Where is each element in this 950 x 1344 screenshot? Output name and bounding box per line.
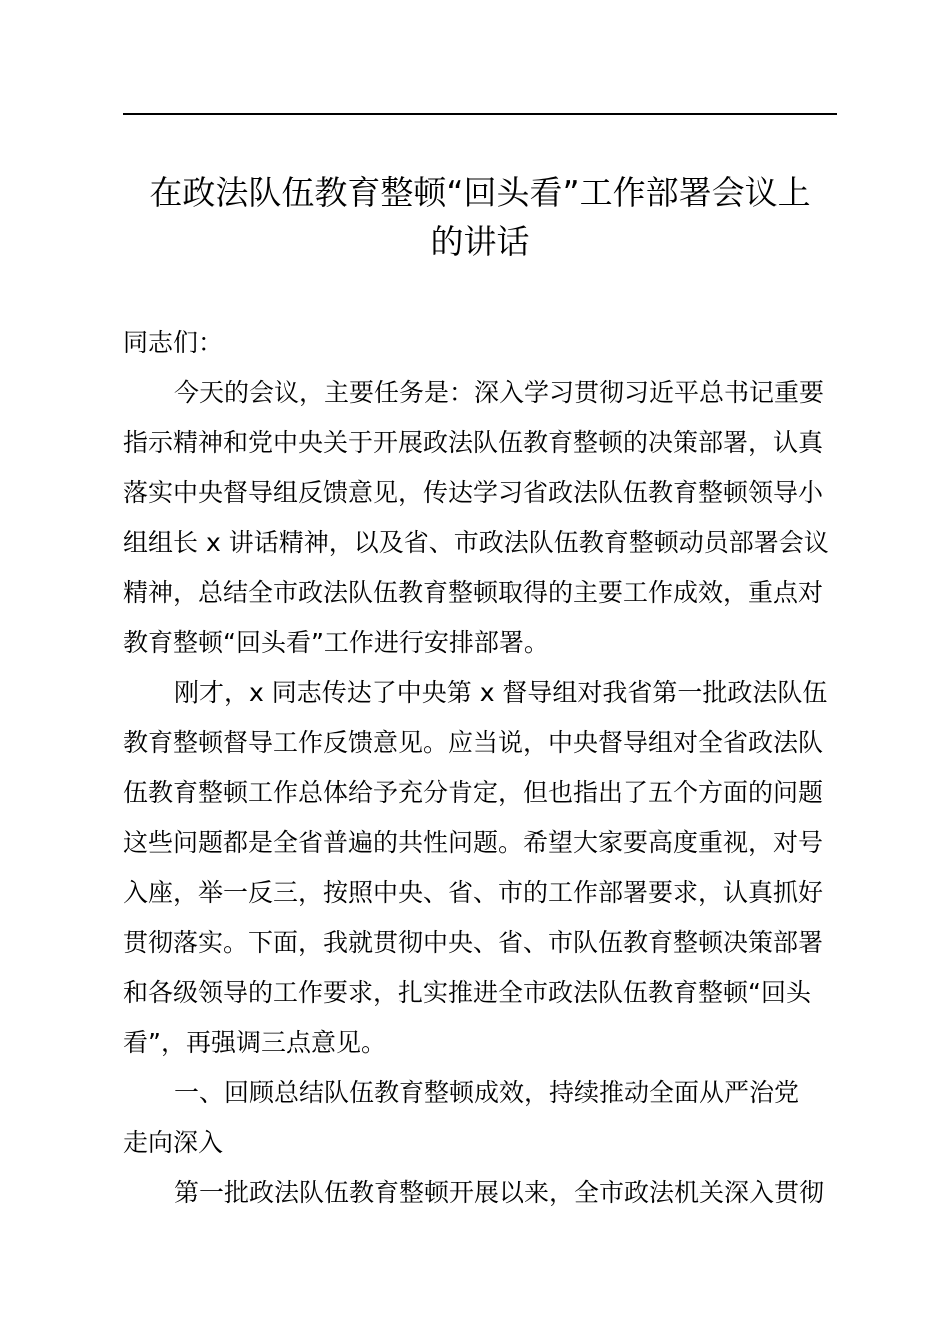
text-line: 同志们： (123, 328, 224, 357)
document-title (110, 168, 850, 266)
text-line: 指示精神和党中央关于开展政法队伍教育整顿的决策部署，认真 (123, 428, 824, 457)
header-rule (123, 113, 837, 115)
text-line: 一、回顾总结队伍教育整顿成效，持续推动全面从严治党 (174, 1078, 800, 1107)
title-line-2: 的讲话 (430, 222, 530, 261)
text-line: 第一批政法队伍教育整顿开展以来，全市政法机关深入贯彻 (174, 1178, 825, 1207)
text-line: 入座，举一反三，按照中央、省、市的工作部署要求，认真抓好 (123, 878, 824, 907)
text-line: 今天的会议，主要任务是：深入学习贯彻习近平总书记重要 (174, 378, 825, 407)
text-line: 落实中央督导组反馈意见，传达学习省政法队伍教育整顿领导小 (123, 478, 824, 507)
text-line: 精神，总结全市政法队伍教育整顿取得的主要工作成效，重点对 (123, 578, 824, 607)
text-line: 伍教育整顿工作总体给予充分肯定，但也指出了五个方面的问题 (123, 778, 824, 807)
text-line: 走向深入 (123, 1128, 224, 1157)
text-line: 组组长 x 讲话精神，以及省、市政法队伍教育整顿动员部署会议 (123, 528, 829, 557)
text-line: 刚才，x 同志传达了中央第 x 督导组对我省第一批政法队伍 (174, 678, 828, 707)
document-body (123, 318, 841, 1218)
text-line: 这些问题都是全省普遍的共性问题。希望大家要高度重视，对号 (123, 828, 824, 857)
title-line-1: 在政法队伍教育整顿“回头看”工作部署会议上 (149, 173, 811, 212)
text-line: 教育整顿督导工作反馈意见。应当说，中央督导组对全省政法队 (123, 728, 824, 757)
text-line: 教育整顿“回头看”工作进行安排部署。 (123, 628, 549, 657)
text-line: 看”，再强调三点意见。 (123, 1028, 386, 1057)
text-line: 贯彻落实。下面，我就贯彻中央、省、市队伍教育整顿决策部署 (123, 928, 824, 957)
text-line: 和各级领导的工作要求，扎实推进全市政法队伍教育整顿“回头 (123, 978, 811, 1007)
